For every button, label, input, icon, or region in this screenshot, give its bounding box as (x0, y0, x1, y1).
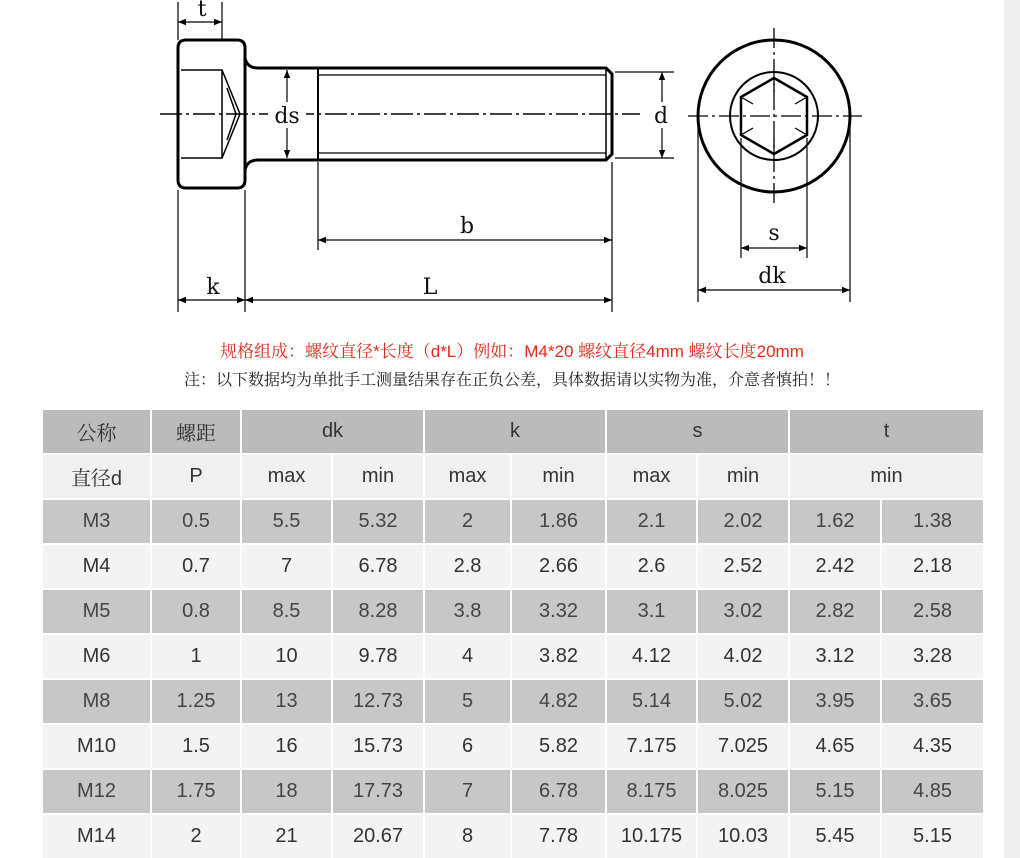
table-cell: 3.28 (882, 635, 983, 678)
table-cell: 4.82 (512, 680, 605, 723)
table-cell: 6 (425, 725, 510, 768)
table-cell: M4 (43, 545, 150, 588)
table-cell: 8.5 (242, 590, 331, 633)
table-cell: 5.82 (512, 725, 605, 768)
ds-label: ds (274, 104, 300, 129)
header-k-max: max (425, 455, 510, 498)
table-cell: 20.67 (333, 815, 423, 858)
table-cell: 2.58 (882, 590, 983, 633)
table-cell: 10.175 (607, 815, 696, 858)
table-cell: 10 (242, 635, 331, 678)
table-cell: 18 (242, 770, 331, 813)
table-cell: 1.25 (152, 680, 240, 723)
table-cell: 7 (425, 770, 510, 813)
spec-table (43, 410, 983, 858)
table-cell: 21 (242, 815, 331, 858)
table-cell: M3 (43, 500, 150, 543)
table-cell: 5.14 (607, 680, 696, 723)
table-cell: 3.32 (512, 590, 605, 633)
table-cell: 2.6 (607, 545, 696, 588)
header-dk: dk (242, 410, 423, 453)
table-cell: 9.78 (333, 635, 423, 678)
table-cell: 5.45 (790, 815, 880, 858)
table-cell: 2.18 (882, 545, 983, 588)
table-cell: 4.35 (882, 725, 983, 768)
table-cell: 4.02 (698, 635, 788, 678)
table-cell: 8.025 (698, 770, 788, 813)
table-cell: 0.7 (152, 545, 240, 588)
table-cell: 1.5 (152, 725, 240, 768)
header-s-min: min (698, 455, 788, 498)
table-cell: 1.62 (790, 500, 880, 543)
table-cell: 1.38 (882, 500, 983, 543)
table-cell: 2.8 (425, 545, 510, 588)
table-cell: 4.12 (607, 635, 696, 678)
k-label: k (206, 275, 220, 300)
table-cell: 1 (152, 635, 240, 678)
header-p: P (152, 455, 240, 498)
header-diameter-d: 直径d (43, 455, 150, 498)
b-label: b (459, 214, 475, 239)
table-cell: 3.8 (425, 590, 510, 633)
table-cell: 1.75 (152, 770, 240, 813)
spec-format-note: 规格组成：螺纹直径*长度（d*L）例如：M4*20 螺纹直径4mm 螺纹长度20mm (220, 342, 804, 361)
table-cell: 2 (425, 500, 510, 543)
table-cell: 10.03 (698, 815, 788, 858)
table-cell: 0.8 (152, 590, 240, 633)
table-cell: M5 (43, 590, 150, 633)
header-nominal: 公称 (43, 410, 150, 453)
table-cell: 3.82 (512, 635, 605, 678)
table-cell: 7.78 (512, 815, 605, 858)
table-cell: M10 (43, 725, 150, 768)
table-cell: 4.65 (790, 725, 880, 768)
table-cell: 17.73 (333, 770, 423, 813)
t-label: t (197, 0, 207, 22)
header-pitch: 螺距 (152, 410, 240, 453)
header-dk-max: max (242, 455, 331, 498)
table-cell: 2.1 (607, 500, 696, 543)
header-s: s (607, 410, 788, 453)
table-cell: 2.42 (790, 545, 880, 588)
table-cell: 13 (242, 680, 331, 723)
table-cell: M14 (43, 815, 150, 858)
table-cell: 6.78 (512, 770, 605, 813)
table-cell: 1.86 (512, 500, 605, 543)
table-cell: 5.5 (242, 500, 331, 543)
table-cell: 7 (242, 545, 331, 588)
table-cell: 15.73 (333, 725, 423, 768)
table-cell: 7.025 (698, 725, 788, 768)
table-cell: 3.1 (607, 590, 696, 633)
page-edge-strip (1004, 0, 1020, 858)
s-label: s (768, 221, 780, 246)
header-dk-min: min (333, 455, 423, 498)
table-cell: 3.95 (790, 680, 880, 723)
d-label: d (653, 104, 669, 129)
table-cell: 5 (425, 680, 510, 723)
measurement-disclaimer: 注：以下数据均为单批手工测量结果存在正负公差，具体数据请以实物为准，介意者慎拍！！ (183, 372, 840, 389)
table-cell: 3.12 (790, 635, 880, 678)
dk-label: dk (758, 264, 786, 289)
table-cell: 7.175 (607, 725, 696, 768)
table-cell: 0.5 (152, 500, 240, 543)
table-cell: 5.02 (698, 680, 788, 723)
table-cell: 3.02 (698, 590, 788, 633)
screw-technical-drawing (0, 0, 1000, 320)
table-cell: 12.73 (333, 680, 423, 723)
table-cell: 2 (152, 815, 240, 858)
table-cell: 8.175 (607, 770, 696, 813)
table-cell: 8.28 (333, 590, 423, 633)
table-cell: 5.32 (333, 500, 423, 543)
table-cell: 3.65 (882, 680, 983, 723)
table-cell: M8 (43, 680, 150, 723)
table-cell: 16 (242, 725, 331, 768)
table-cell: 4.85 (882, 770, 983, 813)
L-label: L (422, 275, 438, 300)
header-k: k (425, 410, 605, 453)
table-cell: M12 (43, 770, 150, 813)
table-cell: 6.78 (333, 545, 423, 588)
table-cell: M6 (43, 635, 150, 678)
header-t-min: min (790, 455, 983, 498)
table-cell: 4 (425, 635, 510, 678)
table-cell: 5.15 (790, 770, 880, 813)
table-cell: 2.66 (512, 545, 605, 588)
table-cell: 8 (425, 815, 510, 858)
header-k-min: min (512, 455, 605, 498)
table-cell: 2.82 (790, 590, 880, 633)
table-cell: 2.52 (698, 545, 788, 588)
table-cell: 5.15 (882, 815, 983, 858)
header-s-max: max (607, 455, 696, 498)
table-cell: 2.02 (698, 500, 788, 543)
header-t: t (790, 410, 983, 453)
